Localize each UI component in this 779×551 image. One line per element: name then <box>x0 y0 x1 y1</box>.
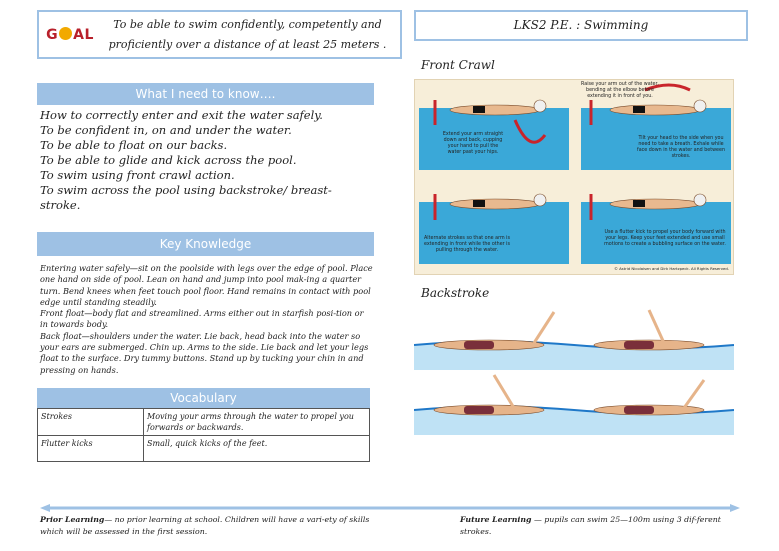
need-item: To be able to glide and kick across the pool. <box>40 153 297 167</box>
vocab-definition: Small, quick kicks of the feet. <box>144 436 370 462</box>
swim-trunks <box>633 200 645 207</box>
need-item: To swim using front crawl action. <box>40 168 235 182</box>
crawl-note: Extend your arm straight down and back, cupping your hand to pull the water past your hips. <box>442 132 504 155</box>
goal-text: To be able to swim confidently, competently and proficiently over a distance of at least 25 meters . <box>108 17 387 51</box>
swimsuit <box>464 406 494 414</box>
crawl-note: Tilt your head to the side when you need to take a breath. Exhale while face down in the water and between strokes. <box>637 136 725 159</box>
front-crawl-illustration <box>414 79 734 275</box>
vocabulary-heading: Vocabulary <box>37 388 370 408</box>
swim-trunks <box>633 106 645 113</box>
knowledge-item: Entering water safely—sit on the poolside with legs over the edge of pool. Place one hand on side of pool. Lean on hand and jump into pool mak-ing a quarter turn. Bend knees when feet touch pool floor. Hand remains in contact with pool edge until standing steadily. <box>40 263 373 307</box>
vocab-term: Flutter kicks <box>38 436 144 462</box>
swimmer-arm <box>684 380 704 408</box>
prior-learning <box>40 514 380 538</box>
backstroke-illustration <box>414 300 734 440</box>
swimmer-arm <box>649 310 664 343</box>
front-crawl-label: Front Crawl <box>421 58 495 72</box>
learning-timeline-arrow <box>40 504 740 512</box>
prior-learning-label: Prior Learning <box>40 515 105 524</box>
swimmer-head <box>534 194 546 206</box>
backstroke-swimmers <box>414 300 734 440</box>
knowledge-item: Front float—body flat and streamlined. Arms either out in starfish posi-tion or in towards body. <box>40 308 364 330</box>
swimsuit <box>464 341 494 349</box>
swimsuit <box>624 406 654 414</box>
swim-trunks <box>473 106 485 113</box>
swimmer-head <box>534 100 546 112</box>
vocab-term: Strokes <box>38 409 144 436</box>
arrow-left-icon <box>40 504 50 512</box>
knowledge-item: Back float—shoulders under the water. Lie back, head back into the water so your ears are submerged. Chin up. Arms to the side. Lie back and let your legs float to the surface. Dry tummy buttons. Stand up by tucking your chin in and pressing on hands. <box>40 330 369 375</box>
future-learning-text: — pupils can swim 25—100m using 3 dif-ferent strokes. <box>460 515 721 536</box>
swimsuit <box>624 341 654 349</box>
need-item: To swim across the pool using backstroke/ breast-stroke. <box>40 183 332 212</box>
swimmer-body <box>610 105 700 115</box>
arrow-right-icon <box>730 504 740 512</box>
crawl-note: Raise your arm out of the water, bending at the elbow before extending it in front of you. <box>581 82 659 99</box>
need-item: How to correctly enter and exit the water safely. <box>40 108 323 122</box>
vocab-definition: Moving your arms through the water to propel you forwards or backwards. <box>144 409 370 436</box>
future-learning-label: Future Learning <box>460 515 532 524</box>
swim-trunks <box>473 200 485 207</box>
target-icon <box>59 27 72 40</box>
crawl-note: Alternate strokes so that one arm is extending in front while the other is pulling through the water. <box>423 236 511 253</box>
swimmer-body <box>610 199 700 209</box>
prior-learning-text: — no prior learning at school. Children will have a vari-ety of skills which will be assessed in the first session. <box>40 515 370 536</box>
future-learning <box>460 514 740 538</box>
water <box>419 202 569 264</box>
swimmer-arm <box>534 312 554 343</box>
need-item: To be confident in, on and under the water. <box>40 123 292 137</box>
swimmer-body <box>450 199 540 209</box>
backstroke-label: Backstroke <box>421 286 490 300</box>
goal-box <box>37 10 402 59</box>
vocabulary-table <box>37 408 370 462</box>
swimmer-body <box>450 105 540 115</box>
swimmer-head <box>694 194 706 206</box>
table-row <box>38 436 370 462</box>
swimmer-arm <box>494 375 514 408</box>
goal-logo: G AL <box>46 26 94 43</box>
crawl-credit: © Astrid Nicolaisen and Dirk Hartzpeck. All Rights Reserved. <box>614 266 729 271</box>
knowledge-heading: Key Knowledge <box>37 232 374 256</box>
page-title: LKS2 P.E. : Swimming <box>414 10 748 41</box>
knowledge-list <box>40 263 373 376</box>
need-list <box>40 108 370 213</box>
swimmer-head <box>694 100 706 112</box>
need-item: To be able to float on our backs. <box>40 138 228 152</box>
table-row <box>38 409 370 436</box>
crawl-note: Use a flutter kick to propel your body forward with your legs. Keep your feet extended and use small motions to create a bubbling surface on the water. <box>604 230 726 247</box>
need-heading: What I need to know…. <box>37 83 374 105</box>
